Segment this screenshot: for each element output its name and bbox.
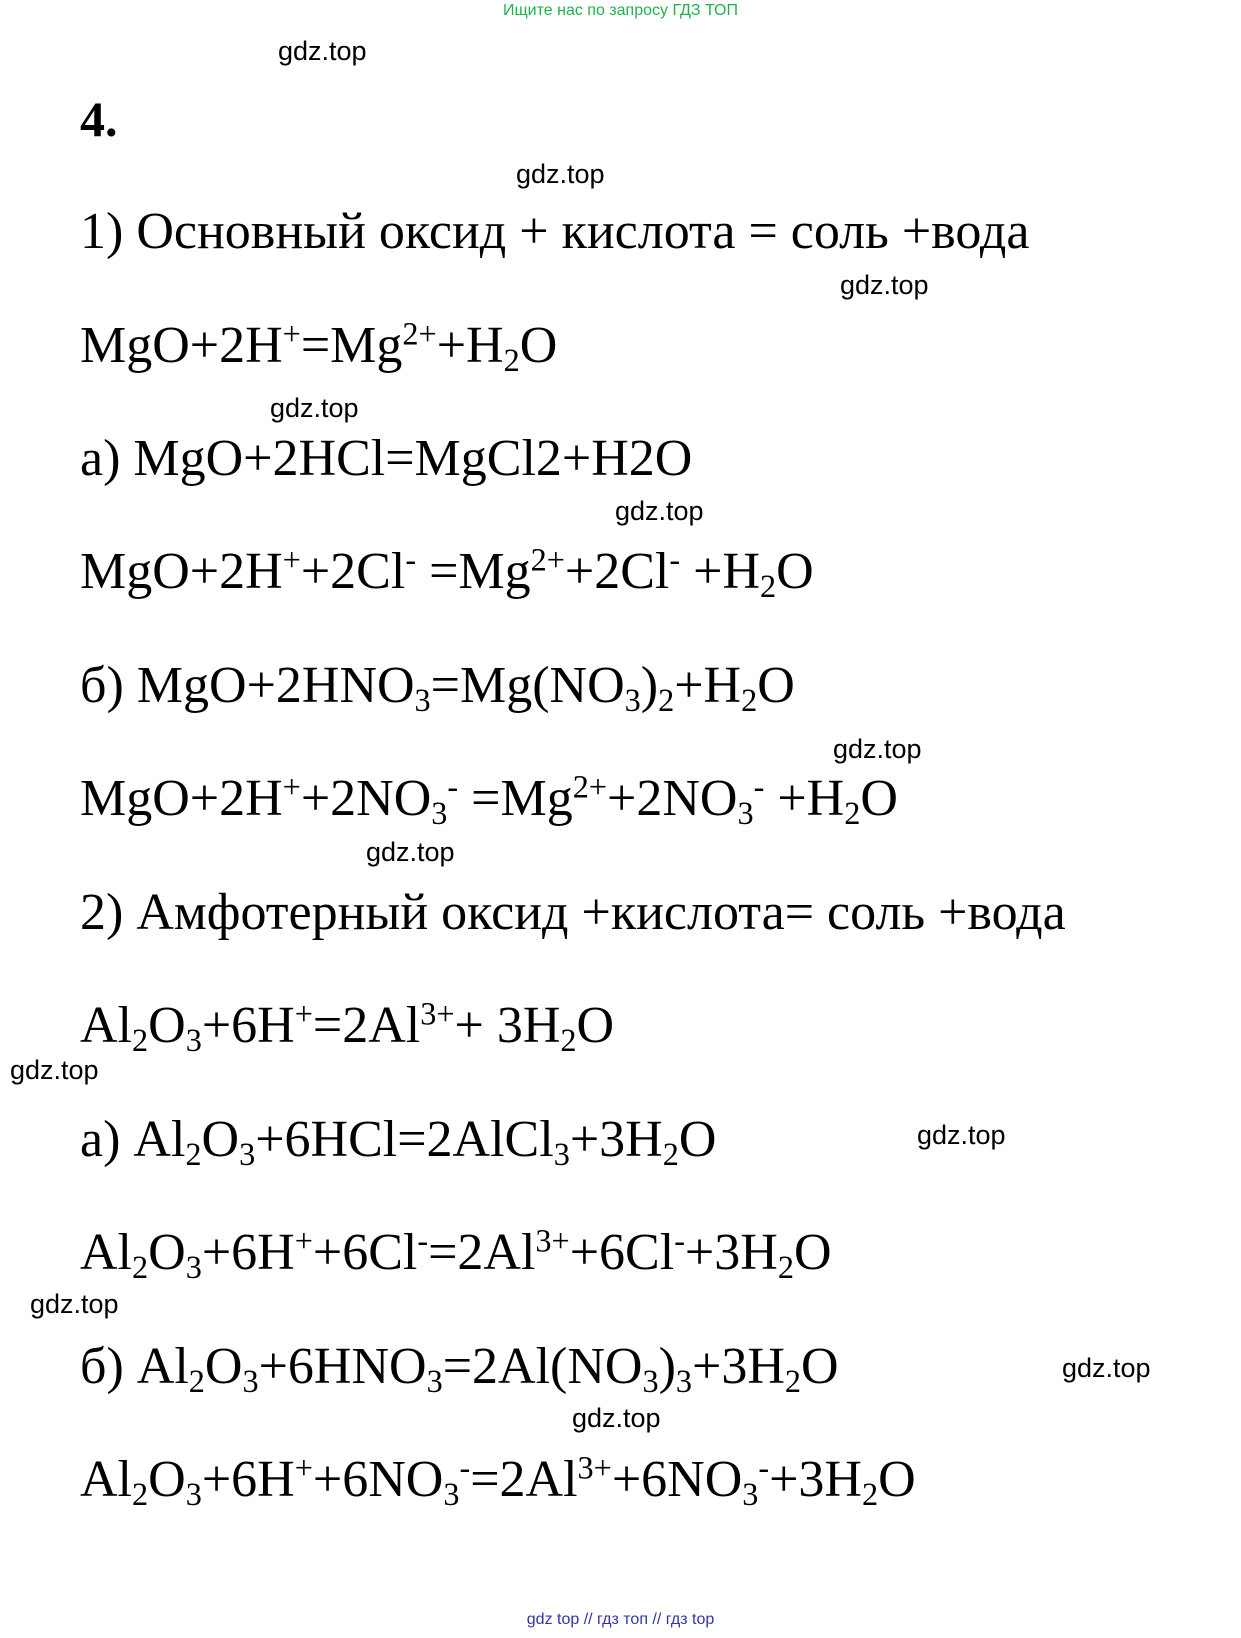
watermark: gdz.top (270, 393, 359, 423)
section2-b-ionic: $Al_2O_3+6H^++6NO_3^-=2Al^{3+}+6NO_3^-+3H_2O$ (80, 1449, 916, 1513)
watermark: gdz.top (366, 837, 455, 867)
section1-ionic-general: $MgO+2H^+=Mg^{2+}+H_2O$ (80, 315, 558, 379)
section2-a-ionic: $Al_2O_3+6H^++6Cl^-=2Al^{3+}+6Cl^-+3H_2O$ (80, 1222, 832, 1286)
section2-ionic-general: $Al_2O_3+6H^+=2Al^{3+}+ 3H_2O$ (80, 995, 615, 1059)
watermark: gdz.top (10, 1055, 99, 1085)
header-banner: Ищите нас по запросу ГДЗ ТОП (503, 2, 738, 19)
watermark: gdz.top (278, 36, 367, 66)
footer-links[interactable]: gdz top // гдз топ // гдз top (526, 1611, 715, 1628)
section1-a-molecular: а) MgO+2HCl=MgCl2+H2O (80, 430, 693, 487)
watermark: gdz.top (833, 734, 922, 764)
watermark: gdz.top (30, 1289, 119, 1319)
watermark: gdz.top (516, 159, 605, 189)
task-number: 4. (80, 91, 118, 147)
section1-title: 1) Основный оксид + кислота = соль +вода (80, 203, 1030, 260)
watermark: gdz.top (917, 1120, 1006, 1150)
watermark: gdz.top (840, 270, 929, 300)
section2-title: 2) Амфотерный оксид +кислота= соль +вода (80, 884, 1066, 941)
section2-b-molecular: б) $Al_2O_3+6HNO_3=2Al(NO_3)_3+3H_2O$ (80, 1338, 839, 1400)
section1-a-ionic: $MgO+2H^++2Cl^- =Mg^{2+}+2Cl^- +H_2O$ (80, 541, 814, 605)
watermark: gdz.top (572, 1403, 661, 1433)
section1-b-molecular: б) $MgO+2HNO_3=Mg(NO_3)_2+H_2O$ (80, 657, 795, 719)
section1-b-ionic: $MgO+2H^++2NO_3^- =Mg^{2+}+2NO_3^- +H_2O$ (80, 768, 898, 832)
watermark: gdz.top (615, 496, 704, 526)
section2-a-molecular: а) $Al_2O_3+6HCl=2AlCl_3+3H_2O$ (80, 1111, 717, 1173)
watermark: gdz.top (1062, 1353, 1151, 1383)
